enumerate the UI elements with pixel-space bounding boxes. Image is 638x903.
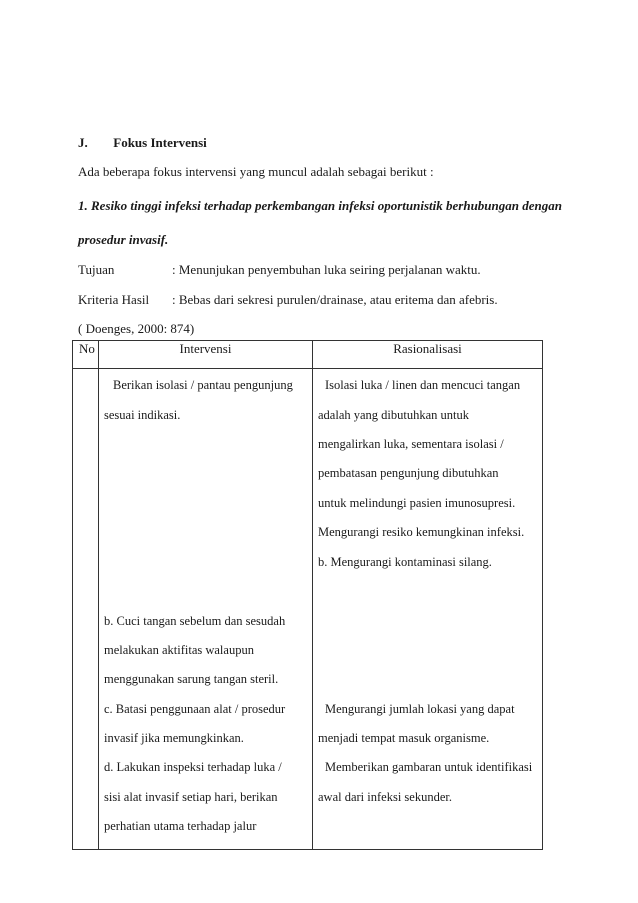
rasional-line: b. Mengurangi kontaminasi silang. — [318, 555, 492, 569]
intervensi-line: invasif jika memungkinkan. — [104, 731, 244, 745]
cell-intervensi — [99, 369, 313, 850]
table-row — [73, 369, 543, 850]
section-heading — [78, 135, 207, 151]
section-number: J. — [78, 135, 88, 150]
intervensi-line: melakukan aktifitas walaupun — [104, 643, 254, 657]
rasional-line: Mengurangi jumlah lokasi yang dapat — [325, 702, 515, 716]
tujuan-label: Tujuan — [78, 262, 115, 277]
diagnosis-line-1: 1. Resiko tinggi infeksi terhadap perkembangan infeksi oportunistik berhubungan dengan — [78, 198, 562, 213]
intervensi-line: sesuai indikasi. — [104, 408, 181, 422]
rasional-line: Memberikan gambaran untuk identifikasi — [325, 760, 533, 774]
diagnosis-line-2: prosedur invasif. — [78, 232, 169, 247]
intervensi-line: perhatian utama terhadap jalur — [104, 819, 257, 833]
reference-citation: ( Doenges, 2000: 874) — [78, 321, 195, 336]
rasional-line: adalah yang dibutuhkan untuk — [318, 408, 470, 422]
table-header-row — [73, 341, 543, 369]
rasional-line: menjadi tempat masuk organisme. — [318, 731, 490, 745]
rasional-line: Mengurangi resiko kemungkinan infeksi. — [318, 525, 525, 539]
tujuan-value: : Menunjukan penyembuhan luka seiring perjalanan waktu. — [172, 262, 481, 277]
intervensi-line: menggunakan sarung tangan steril. — [104, 672, 279, 686]
intervensi-line: sisi alat invasif setiap hari, berikan — [104, 790, 278, 804]
rasional-line: untuk melindungi pasien imunosupresi. — [318, 496, 516, 510]
header-no: No — [73, 341, 99, 369]
kriteria-label: Kriteria Hasil — [78, 292, 150, 307]
cell-rasionalisasi — [313, 369, 543, 850]
intervensi-line: c. Batasi penggunaan alat / prosedur — [104, 702, 286, 716]
rasional-line: pembatasan pengunjung dibutuhkan — [318, 466, 499, 480]
section-title: Fokus Intervensi — [113, 135, 207, 150]
kriteria-value: : Bebas dari sekresi purulen/drainase, atau eritema dan afebris. — [172, 292, 498, 307]
intervensi-line: b. Cuci tangan sebelum dan sesudah — [104, 614, 286, 628]
header-intervensi: Intervensi — [99, 341, 313, 369]
cell-no — [73, 369, 99, 850]
header-rasionalisasi: Rasionalisasi — [313, 341, 543, 369]
intervensi-line: d. Lakukan inspeksi terhadap luka / — [104, 760, 282, 774]
intervention-table — [72, 340, 543, 850]
rasional-line: mengalirkan luka, sementara isolasi / — [318, 437, 504, 451]
rasional-line: awal dari infeksi sekunder. — [318, 790, 452, 804]
intro-paragraph: Ada beberapa fokus intervensi yang muncul adalah sebagai berikut : — [78, 164, 434, 179]
intervensi-line: Berikan isolasi / pantau pengunjung — [113, 378, 293, 392]
rasional-line: Isolasi luka / linen dan mencuci tangan — [325, 378, 521, 392]
